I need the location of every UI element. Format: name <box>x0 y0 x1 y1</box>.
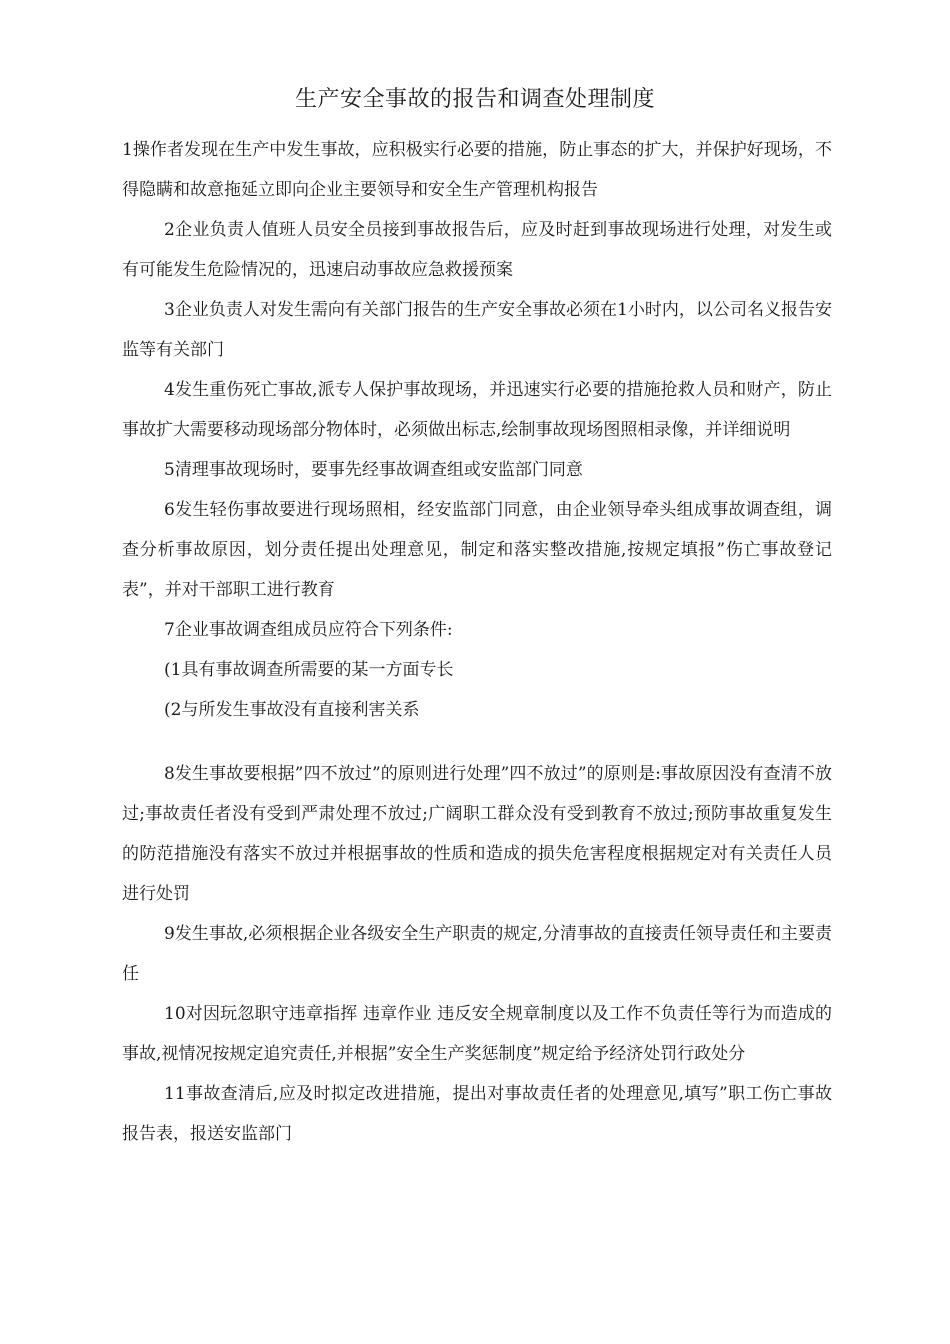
paragraph-2: 2企业负责人值班人员安全员接到事故报告后，应及时赶到事故现场进行处理，对发生或有可能发生危险情况的，迅速启动事故应急救援预案 <box>122 220 832 280</box>
paragraph-9: 9发生事故,必须根据企业各级安全生产职责的规定,分清事故的直接责任领导责任和主要责任 <box>122 924 832 984</box>
paragraph-10: 10对因玩忽职守违章指挥 违章作业 违反安全规章制度以及工作不负责任等行为而造成的事故,视情况按规定追究责任,并根据”安全生产奖惩制度”规定给予经济处罚行政处分 <box>122 1004 832 1064</box>
document-title: 生产安全事故的报告和调查处理制度 <box>294 87 655 112</box>
document-body <box>122 130 832 1154</box>
paragraph-5: 5清理事故现场时，要事先经事故调查组或安监部门同意 <box>164 460 583 480</box>
paragraph-1: 1操作者发现在生产中发生事故，应积极实行必要的措施，防止事态的扩大，并保护好现场，不得隐瞒和故意拖延立即向企业主要领导和安全生产管理机构报告 <box>122 140 832 200</box>
paragraph-8: 8发生事故要根据”四不放过”的原则进行处理”四不放过”的原则是:事故原因没有查清不放过;事故责任者没有受到严肃处理不放过;广阔职工群众没有受到教育不放过;预防事故重复发生的防范措施没有落实不放过并根据事故的性质和造成的损失危害程度根据规定对有关责任人员进行处罚 <box>122 764 832 904</box>
paragraph-3: 3企业负责人对发生需向有关部门报告的生产安全事故必须在1小时内，以公司名义报告安监等有关部门 <box>122 300 832 360</box>
paragraph-6: 6发生轻伤事故要进行现场照相，经安监部门同意，由企业领导牵头组成事故调查组，调查分析事故原因，划分责任提出处理意见，制定和落实整改措施,按规定填报”伤亡事故登记表”，并对干部职工进行教育 <box>122 500 832 600</box>
list-item-condition-1: (1具有事故调查所需要的某一方面专长 <box>164 660 454 680</box>
paragraph-7: 7企业事故调查组成员应符合下列条件: <box>164 620 453 640</box>
paragraph-11: 11事故查清后,应及时拟定改进措施，提出对事故责任者的处理意见,填写”职工伤亡事故报告表，报送安监部门 <box>122 1084 832 1144</box>
list-item-condition-2: (2与所发生事故没有直接利害关系 <box>164 700 420 720</box>
paragraph-4: 4发生重伤死亡事故,派专人保护事故现场，并迅速实行必要的措施抢救人员和财产，防止事故扩大需要移动现场部分物体时，必须做出标志,绘制事故现场图照相录像，并详细说明 <box>122 380 832 440</box>
